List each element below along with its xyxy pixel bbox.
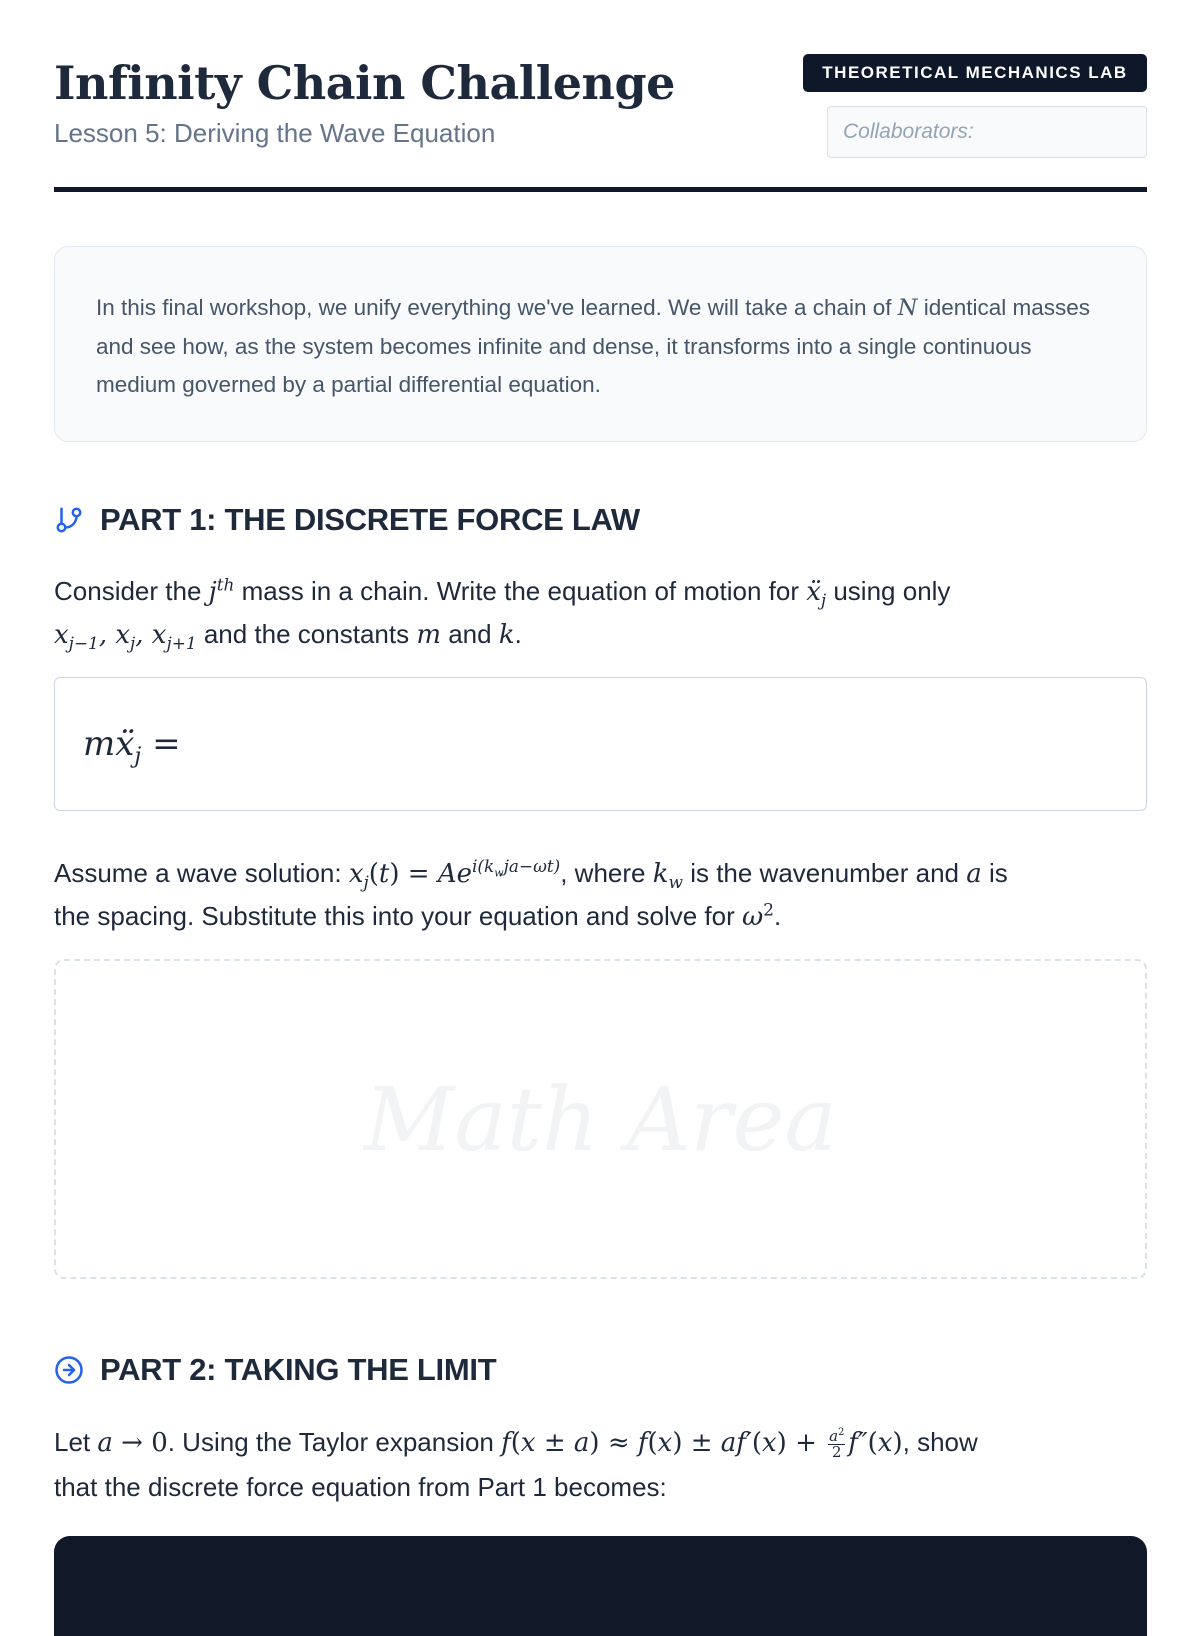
answer-lhs-sub: j: [134, 742, 142, 769]
math-x-neighbors: $x_{j-1}$, $x_j$, $x_{j+1}$: [54, 620, 197, 654]
page-title: Infinity Chain Challenge: [54, 56, 675, 110]
part1-heading: [54, 500, 1147, 540]
part1-heading-label: PART 1: THE DISCRETE FORCE LAW: [100, 502, 640, 537]
part2-question: [54, 1420, 1147, 1509]
part2-heading: [54, 1350, 1147, 1390]
math-kw: $k_w$: [652, 859, 683, 893]
part1-question-2: [54, 852, 1147, 938]
arrow-circle-right-icon: [54, 1355, 84, 1385]
q1-text-5: and: [440, 619, 499, 649]
q1-text-4: and the constants: [196, 619, 417, 649]
worksheet-header: [54, 0, 1147, 192]
q1-text-6: .: [514, 619, 522, 649]
math-k: k: [498, 620, 515, 650]
math-m: m: [416, 620, 441, 650]
lab-badge: THEORETICAL MECHANICS LAB: [803, 54, 1147, 92]
worksheet-page: [54, 0, 1147, 1502]
intro-text-2: identical masses and see how, as the system becomes infinite and dense, it transforms into a single continuous medium governed by a partial differential equation.: [96, 295, 1091, 397]
target-equation-block: [54, 1536, 1147, 1636]
math-taylor-expansion: f(x ± a) ≈ f(x) ± af′(x) + $\frac{a^2}{2}$ f″(x): [501, 1426, 903, 1461]
q2-text-3: is the wavenumber and: [682, 858, 967, 888]
equation-answer-input[interactable]: [195, 703, 1146, 785]
collaborators-input[interactable]: [827, 106, 1147, 158]
math-a-to-zero: a → 0: [97, 1428, 168, 1458]
q2-text-1: Assume a wave solution:: [54, 858, 349, 888]
q1-text-1: Consider the: [54, 576, 209, 606]
p2-text-3: , show: [902, 1427, 978, 1457]
intro-text-1: In this final workshop, we unify everything we've learned. We will take a chain of: [96, 295, 898, 320]
math-j-th: $j^{th}$: [208, 574, 235, 607]
p2-text-1: Let: [54, 1427, 98, 1457]
git-branch-icon: [54, 505, 84, 535]
part2-heading-label: PART 2: TAKING THE LIMIT: [100, 1352, 497, 1387]
q2-text-5: the spacing. Substitute this into your equation and solve for: [54, 901, 742, 931]
math-xddot-j: ẍ$_j$: [806, 577, 827, 611]
intro-box: [54, 246, 1147, 442]
answer-lhs-main: mẍ: [83, 724, 135, 764]
math-work-area[interactable]: [54, 959, 1147, 1279]
math-omega-squared: $\omega^2$: [741, 899, 774, 932]
intro-var-n: N: [897, 295, 918, 321]
answer-lhs: [83, 724, 181, 769]
p2-text-4: that the discrete force equation from Part 1 becomes:: [54, 1472, 667, 1502]
p2-text-2: . Using the Taylor expansion: [167, 1427, 502, 1457]
math-area-watermark: Math Area: [364, 1067, 837, 1171]
equation-answer-box: [54, 677, 1147, 811]
math-a: a: [966, 859, 982, 889]
lesson-subtitle: Lesson 5: Deriving the Wave Equation: [54, 118, 496, 148]
answer-equals: =: [152, 724, 181, 764]
q1-text-2: mass in a chain. Write the equation of motion for: [234, 576, 807, 606]
q1-text-3: using only: [826, 576, 951, 606]
q2-text-4: is: [981, 858, 1008, 888]
q2-text-6: .: [773, 901, 782, 931]
part1-question-1: [54, 570, 1147, 656]
math-wave-solution: $x_j(t) = Ae^{i(k_wja-\omega t)}$: [348, 856, 561, 893]
q2-text-2: , where: [560, 858, 653, 888]
